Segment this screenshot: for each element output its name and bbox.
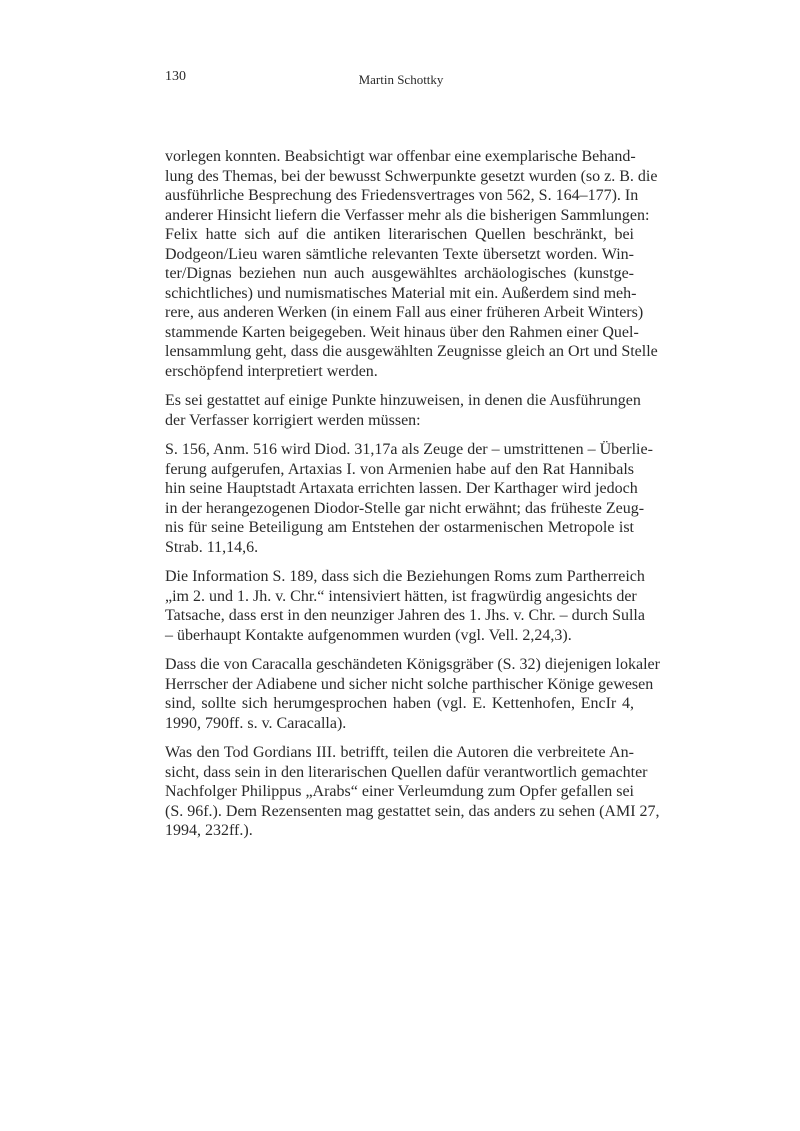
paragraph xyxy=(165,743,660,841)
paragraph xyxy=(165,147,658,381)
text-line: (S. 96f.). Dem Rezensenten mag gestattet sein, das anders zu sehen (AMI 27, xyxy=(165,802,660,820)
text-line: Strab. 11,14,6. xyxy=(165,538,259,556)
running-head xyxy=(0,72,800,88)
text-line: schichtliches) und numismatisches Material mit ein. Außerdem sind meh- xyxy=(165,284,637,302)
text-line: in der herangezogenen Diodor-Stelle gar nicht erwähnt; das früheste Zeug- xyxy=(165,499,645,517)
text-line: – überhaupt Kontakte aufgenommen wurden (vgl. Vell. 2,24,3). xyxy=(165,626,572,644)
text-line: Felix hatte sich auf die antiken literarischen Quellen beschränkt, bei xyxy=(165,226,634,243)
text-line: erschöpfend interpretiert werden. xyxy=(165,362,378,380)
text-line: nis für seine Beteiligung am Entstehen der ostarmenischen Metropole ist xyxy=(165,519,634,536)
text-line: „im 2. und 1. Jh. v. Chr.“ intensiviert hätten, ist fragwürdig angesichts der xyxy=(165,587,637,605)
text-line: 1994, 232ff.). xyxy=(165,822,253,839)
text-line: der Verfasser korrigiert werden müssen: xyxy=(165,411,421,429)
text-line: Was den Tod Gordians III. betrifft, teilen die Autoren die verbreitete An- xyxy=(165,744,634,761)
text-line: Die Information S. 189, dass sich die Beziehungen Roms zum Partherreich xyxy=(165,568,645,585)
running-head-author: Martin Schottky xyxy=(358,72,444,87)
text-line: vorlegen konnten. Beabsichtigt war offenbar eine exemplarische Behand- xyxy=(165,148,636,165)
text-line: ausführliche Besprechung des Friedensvertrages von 562, S. 164–177). In xyxy=(165,187,639,204)
paragraph xyxy=(165,655,660,733)
text-line: Nachfolger Philippus „Arabs“ einer Verleumdung zum Opfer gefallen sei xyxy=(165,783,634,800)
text-line: ter/Dignas beziehen nun auch ausgewähltes archäologisches (kunstge- xyxy=(165,265,634,282)
text-line: sind, sollte sich herumgesprochen haben (vgl. E. Kettenhofen, EncIr 4, xyxy=(165,695,634,712)
text-line: anderer Hinsicht liefern die Verfasser mehr als die bisherigen Sammlungen: xyxy=(165,206,650,224)
text-line: hin seine Hauptstadt Artaxata errichten lassen. Der Karthager wird jedoch xyxy=(165,480,638,497)
text-line: ferung aufgerufen, Artaxias I. von Armenien habe auf den Rat Hannibals xyxy=(165,460,634,478)
text-line: sicht, dass sein in den literarischen Quellen dafür verantwortlich gemachter xyxy=(165,763,648,781)
page-number: 130 xyxy=(165,69,186,84)
text-line: rere, aus anderen Werken (in einem Fall aus einer früheren Arbeit Winters) xyxy=(165,304,644,321)
paragraph xyxy=(165,440,653,557)
text-line: lung des Themas, bei der bewusst Schwerpunkte gesetzt wurden (so z. B. die xyxy=(165,167,658,185)
text-line: lensammlung geht, dass die ausgewählten Zeugnisse gleich an Ort und Stelle xyxy=(165,343,658,360)
text-line: Herrscher der Adiabene und sicher nicht solche parthischer Könige gewesen xyxy=(165,675,654,693)
text-line: Es sei gestattet auf einige Punkte hinzuweisen, in denen die Ausführungen xyxy=(165,392,641,409)
text-line: Tatsache, dass erst in den neunziger Jahren des 1. Jhs. v. Chr. – durch Sulla xyxy=(165,607,645,624)
text-line: S. 156, Anm. 516 wird Diod. 31,17a als Zeuge der – umstrittenen – Überlie- xyxy=(165,441,653,458)
text-line: stammende Karten beigegeben. Weit hinaus über den Rahmen einer Quel- xyxy=(165,323,639,341)
text-line: 1990, 790ff. s. v. Caracalla). xyxy=(165,714,347,732)
paragraph xyxy=(165,567,645,645)
paragraph xyxy=(165,391,641,430)
body-text xyxy=(165,147,660,851)
text-line: Dass die von Caracalla geschändeten Königsgräber (S. 32) diejenigen lokaler xyxy=(165,656,660,673)
text-line: Dodgeon/Lieu waren sämtliche relevanten Texte übersetzt worden. Win- xyxy=(165,245,634,263)
